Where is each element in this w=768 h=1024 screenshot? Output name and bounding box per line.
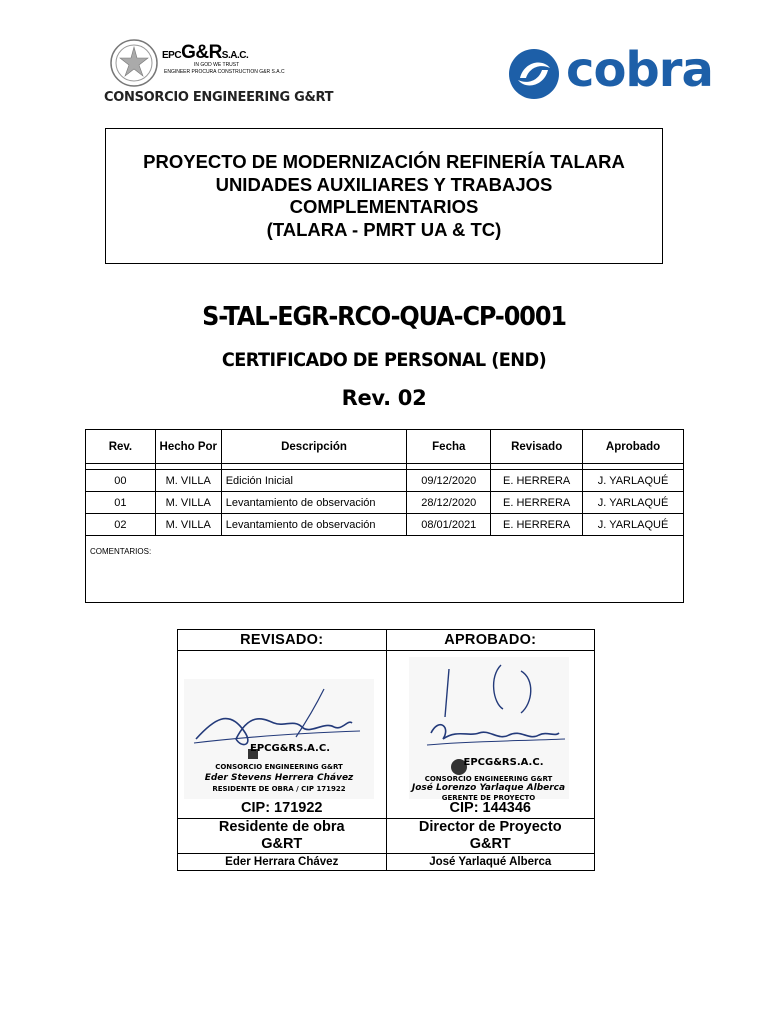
col-header-rev: Rev. [86, 430, 156, 464]
project-title-line-2: UNIDADES AUXILIARES Y TRABAJOS [215, 173, 553, 195]
brand-line [162, 42, 248, 64]
cell-reviewed: E. HERRERA [491, 514, 583, 536]
cell-description: Edición Inicial [221, 470, 407, 492]
reviewer-cip: CIP: 171922 [241, 800, 323, 816]
cell-made-by: M. VILLA [155, 514, 221, 536]
cobra-logo [508, 42, 714, 102]
cell-date: 09/12/2020 [407, 470, 491, 492]
project-title-line-1: PROYECTO DE MODERNIZACIÓN REFINERÍA TALARA [143, 151, 625, 172]
approver-company: G&RT [469, 836, 511, 852]
comments-row [86, 536, 684, 603]
document-type: CERTIFICADO DE PERSONAL (END) [221, 349, 547, 371]
cobra-wordmark: cobra [566, 42, 713, 98]
approval-header-row [178, 630, 595, 651]
cell-approved: J. YARLAQUÉ [583, 492, 684, 514]
cell-made-by: M. VILLA [155, 492, 221, 514]
reviewer-stamp-brand: EPCG&RS.A.C. [250, 743, 330, 754]
project-title-line-3: COMPLEMENTARIOS [289, 196, 479, 217]
reviewer-stamp-consortium: CONSORCIO ENGINEERING G&RT [215, 763, 343, 771]
cell-made-by: M. VILLA [155, 470, 221, 492]
revision-header-row [86, 430, 684, 464]
seal-icon [108, 38, 160, 88]
cell-approved: J. YARLAQUÉ [583, 514, 684, 536]
cell-rev: 01 [86, 492, 156, 514]
table-row [86, 470, 684, 492]
name-row [178, 854, 595, 871]
cell-approved: J. YARLAQUÉ [583, 470, 684, 492]
brand-prefix: EPC [162, 50, 182, 61]
approval-table [177, 629, 595, 871]
cell-description: Levantamiento de observación [221, 514, 407, 536]
cell-rev: 02 [86, 514, 156, 536]
reviewer-stamp-role: RESIDENTE DE OBRA / CIP 171922 [212, 785, 346, 793]
project-title-box [105, 128, 663, 264]
col-header-made-by: Hecho Por [155, 430, 221, 464]
col-header-date: Fecha [407, 430, 491, 464]
reviewer-name: Eder Herrara Chávez [178, 854, 387, 871]
approver-stamp-brand: EPCG&RS.A.C. [463, 757, 544, 768]
consortium-name: CONSORCIO ENGINEERING G&RT [104, 90, 334, 105]
brand-suffix: S.A.C. [221, 50, 249, 61]
document-code: S-TAL-EGR-RCO-QUA-CP-0001 [202, 302, 566, 332]
table-row [86, 492, 684, 514]
cell-reviewed: E. HERRERA [491, 470, 583, 492]
approver-stamp-consortium: CONSORCIO ENGINEERING G&RT [424, 775, 553, 783]
table-row [86, 514, 684, 536]
cell-rev: 00 [86, 470, 156, 492]
approver-stamp-name: José Lorenzo Yarlaque Alberca [411, 783, 566, 793]
project-title-line-4: (TALARA - PMRT UA & TC) [266, 218, 502, 240]
approver-role: Director de Proyecto [418, 819, 562, 835]
col-header-reviewed: Revisado [491, 430, 583, 464]
revision-table [85, 429, 684, 603]
cobra-mark-icon [508, 48, 560, 100]
reviewed-label: REVISADO: [178, 630, 387, 651]
approver-stamp-role: GERENTE DE PROYECTO [441, 794, 536, 802]
reviewer-company: G&RT [261, 836, 303, 852]
brand-name: G&R [181, 42, 222, 63]
col-header-approved: Aprobado [583, 430, 684, 464]
approver-cip: CIP: 144346 [449, 800, 531, 816]
cell-reviewed: E. HERRERA [491, 492, 583, 514]
reviewer-role: Residente de obra [218, 819, 345, 835]
approved-label: APROBADO: [386, 630, 595, 651]
consortium-logo [102, 36, 334, 110]
role-row [178, 819, 595, 854]
approver-signature-stamp [409, 657, 569, 802]
cell-date: 28/12/2020 [407, 492, 491, 514]
col-header-description: Descripción [221, 430, 407, 464]
cell-description: Levantamiento de observación [221, 492, 407, 514]
signature-row [178, 651, 595, 819]
approver-name: José Yarlaqué Alberca [386, 854, 595, 871]
approver-signature-cell [386, 651, 595, 819]
reviewer-stamp-name: Eder Stevens Herrera Chávez [204, 773, 354, 783]
approver-role-cell [386, 819, 595, 854]
tagline: IN GOD WE TRUST [194, 62, 240, 68]
document-revision: Rev. 02 [341, 386, 427, 410]
reviewer-signature-cell [178, 651, 387, 819]
tagline-2: ENGINEER PROCURA CONSTRUCTION G&R S.A.C [164, 69, 285, 75]
reviewer-signature-stamp [184, 679, 374, 799]
reviewer-role-cell [178, 819, 387, 854]
comments-cell: COMENTARIOS: [86, 536, 684, 603]
cell-date: 08/01/2021 [407, 514, 491, 536]
